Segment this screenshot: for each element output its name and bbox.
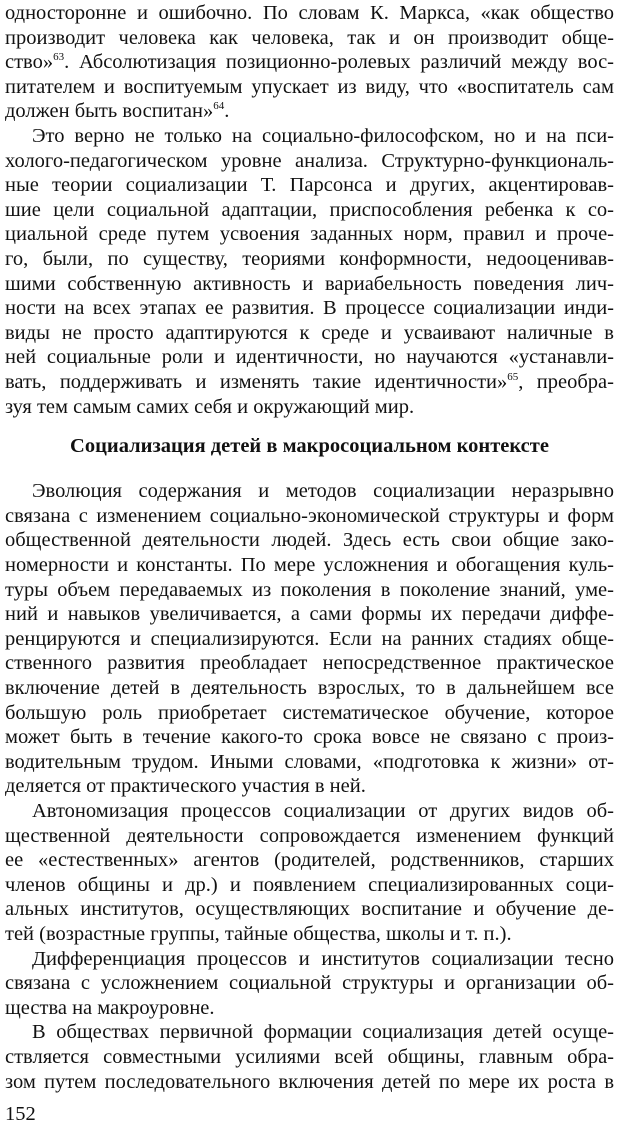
- text-line: связана с усложнением социальной структуры и организации об-: [5, 972, 614, 995]
- text-line: Дифференциация процессов и институтов социализации тесно: [32, 947, 614, 970]
- text-line: тей (возрастные группы, тайные общества, школы и т. п.).: [5, 923, 512, 945]
- text-line: общественной деятельности людей. Здесь есть свои общие зако-: [5, 529, 614, 552]
- text-line: может быть в течение какого-то срока вовсе не связано с произ-: [5, 726, 614, 749]
- text-fragment: вать, поддерживать и изменять такие идентичности»: [5, 371, 508, 393]
- text-line: циальной среде путем усвоения заданных норм, правил и проче-: [5, 223, 614, 246]
- text-line: включение детей в деятельность взрослых, то в дальнейшем все: [5, 677, 614, 699]
- text-line: виды не просто адаптируются к среде и усваивают наличные в: [5, 321, 614, 344]
- text-line: ее «естественных» агентов (родителей, родственников, старших: [5, 849, 614, 872]
- text-line: шие цели социальной адаптации, приспособления ребенка к со-: [5, 198, 614, 221]
- text-line: щества на макроуровне.: [5, 996, 215, 1019]
- page-number: 152: [5, 1103, 36, 1126]
- footnote-ref: 65: [507, 371, 519, 383]
- text-line: холого-педагогическом уровне анализа. Структурно-функциональ-: [5, 149, 614, 172]
- text-fragment: ство»: [5, 51, 54, 74]
- text-line: связана с изменением социально-экономической структуры и форм: [5, 504, 614, 527]
- text-fragment: .: [224, 100, 230, 123]
- text-line: альных институтов, осуществляющих воспитание и обучение де-: [5, 898, 614, 921]
- text-line: ней социальные роли и идентичности, но научаются «устанавли-: [5, 346, 614, 369]
- text-line: зуя тем самым самих себя и окружающий мир.: [5, 395, 415, 418]
- text-line: ности на всех этапах ее развития. В процессе социализации инди-: [5, 297, 614, 320]
- text-line: ренцируются и специализируются. Если на ранних стадиях обще-: [5, 627, 614, 650]
- text-line: ствляется совместными усилиями всей общины, главным обра-: [5, 1046, 614, 1068]
- text-line: Эволюция содержания и методов социализации неразрывно: [32, 480, 614, 503]
- text-line: [5, 99, 614, 124]
- text-line: зом путем последовательного включения детей по мере их роста в: [5, 1070, 614, 1093]
- text-line: большую роль приобретает систематическое обучение, которое: [5, 701, 614, 724]
- footnote-ref: 64: [213, 100, 225, 113]
- text-line: членов общины и др.) и появлением специализированных соци-: [5, 873, 614, 896]
- text-line: ные теории социализации Т. Парсонса и других, акцентировав-: [5, 174, 614, 197]
- text-line: [5, 370, 614, 395]
- text-line: щественной деятельности сопровождается изменением функций: [5, 824, 614, 847]
- text-line: водительным трудом. Иными словами, «подготовка к жизни» от-: [5, 750, 614, 773]
- text-line: ственного развития преобладает непосредственное практическое: [5, 652, 614, 675]
- text-fragment: , преобра-: [518, 371, 614, 393]
- text-line: туры объем передаваемых из поколения в поколение знаний, уме-: [5, 578, 614, 601]
- text-line: питателем и воспитуемым упускает из виду, что «воспитатель сам: [5, 75, 614, 98]
- text-line: Это верно не только на социально-философском, но и на пси-: [32, 125, 614, 147]
- text-line: го, были, по существу, теориями конформности, недооценивав-: [5, 248, 614, 270]
- text-line: шими собственную активность и вариабельность поведения лич-: [5, 272, 614, 295]
- text-fragment: должен быть воспитан»: [5, 100, 214, 123]
- text-line: ний и навыков увеличивается, а сами формы их передачи диффе-: [5, 603, 614, 626]
- text-fragment: . Абсолютизация позиционно-ролевых различий между вос-: [64, 51, 614, 74]
- text-line: [5, 50, 614, 75]
- text-line: В обществах первичной формации социализация детей осуще-: [32, 1021, 614, 1044]
- text-line: номерности и константы. По мере усложнения и обогащения куль-: [5, 554, 614, 576]
- text-line: односторонне и ошибочно. По словам К. Маркса, «как общество: [5, 2, 614, 24]
- section-heading: Социализация детей в макросоциальном контексте: [70, 435, 549, 458]
- text-line: Автономизация процессов социализации от других видов об-: [32, 800, 614, 822]
- footnote-ref: 63: [53, 51, 65, 64]
- text-line: производит человека как человека, так и он производит обще-: [5, 26, 614, 49]
- text-line: деляется от практического участия в ней.: [5, 775, 366, 798]
